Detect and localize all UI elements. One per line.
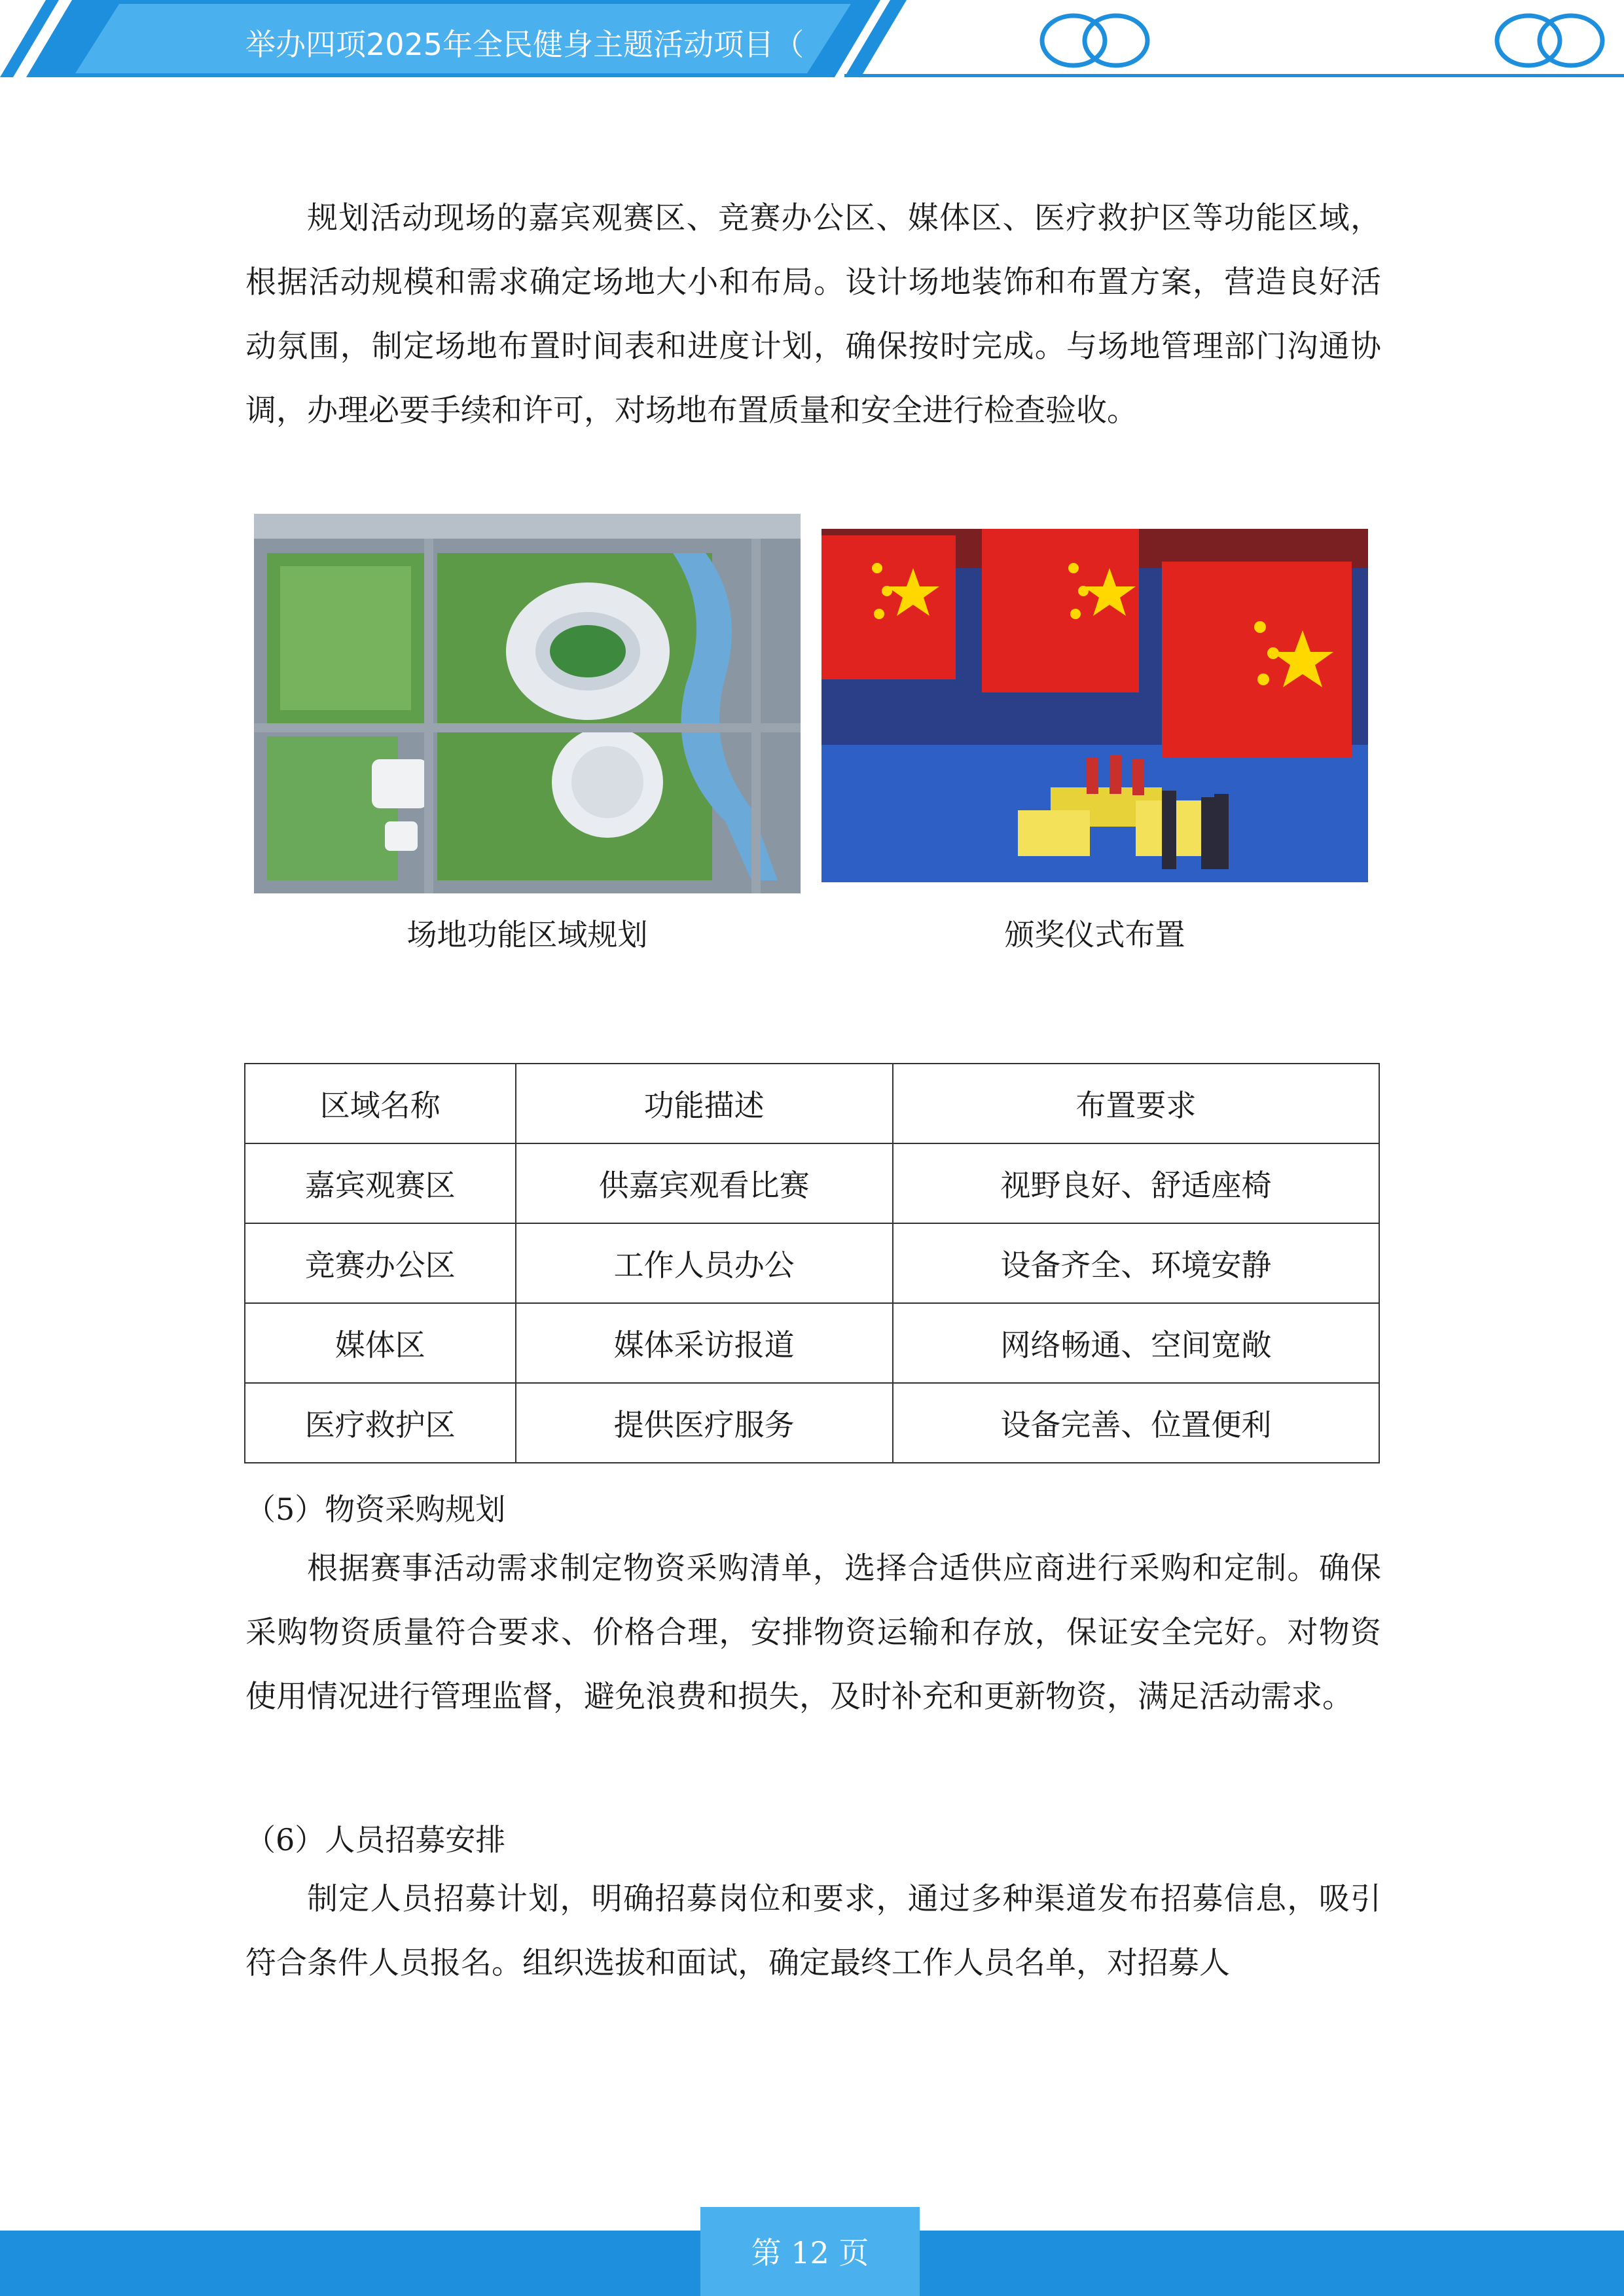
table-header-cell: 功能描述 bbox=[516, 1064, 893, 1143]
table-header-cell: 布置要求 bbox=[893, 1064, 1379, 1143]
table-cell: 工作人员办公 bbox=[516, 1223, 893, 1303]
paragraph-text: 规划活动现场的嘉宾观赛区、竞赛办公区、媒体区、医疗救护区等功能区域，根据活动规模和需求确定场地大小和布局。设计场地装饰和布置方案，营造良好活动氛围，制定场地布置时间表和进度计划，确保按时完成。与场地管理部门沟通协调，办理必要手续和许可，对场地布置质量和安全进行检查验收。 bbox=[245, 200, 1381, 429]
section-heading-procurement: （5）物资采购规划 bbox=[245, 1492, 506, 1527]
paragraph-text: 根据赛事活动需求制定物资采购清单，选择合适供应商进行采购和定制。确保采购物资质量符合要求、价格合理，安排物资运输和存放，保证安全完好。对物资使用情况进行管理监督，避免浪费和损失，及时补充和更新物资，满足活动需求。 bbox=[245, 1551, 1381, 1715]
award-ceremony-image bbox=[821, 529, 1368, 882]
figure-caption-site-plan: 场地功能区域规划 bbox=[406, 917, 648, 952]
section-heading-recruitment: （6）人员招募安排 bbox=[245, 1822, 506, 1857]
site-plan-image bbox=[254, 514, 801, 893]
table-row bbox=[245, 1143, 1379, 1223]
table-cell: 设备齐全、环境安静 bbox=[893, 1223, 1379, 1303]
figure-caption-award-ceremony: 颁奖仪式布置 bbox=[1004, 917, 1185, 952]
page-number: 第 12 页 bbox=[751, 2235, 869, 2270]
table-cell: 竞赛办公区 bbox=[245, 1223, 516, 1303]
zone-table bbox=[244, 1063, 1380, 1463]
table-row bbox=[245, 1383, 1379, 1463]
table-cell: 视野良好、舒适座椅 bbox=[893, 1143, 1379, 1223]
page-header bbox=[0, 0, 1624, 85]
table-cell: 媒体区 bbox=[245, 1303, 516, 1383]
paragraph-procurement bbox=[245, 1537, 1381, 1729]
table-cell: 设备完善、位置便利 bbox=[893, 1383, 1379, 1463]
rings-icon bbox=[1042, 16, 1602, 65]
table-row bbox=[245, 1223, 1379, 1303]
table-header-cell: 区域名称 bbox=[245, 1064, 516, 1143]
table-row bbox=[245, 1303, 1379, 1383]
table-cell: 医疗救护区 bbox=[245, 1383, 516, 1463]
table-cell: 网络畅通、空间宽敞 bbox=[893, 1303, 1379, 1383]
table-cell: 提供医疗服务 bbox=[516, 1383, 893, 1463]
table-cell: 供嘉宾观看比赛 bbox=[516, 1143, 893, 1223]
table-header-row bbox=[245, 1064, 1379, 1143]
paragraph-venue-planning bbox=[245, 187, 1381, 443]
paragraph-recruitment bbox=[245, 1867, 1381, 1996]
table-cell: 嘉宾观赛区 bbox=[245, 1143, 516, 1223]
header-title: 举办四项2025年全民健身主题活动项目（ bbox=[245, 27, 804, 62]
paragraph-text: 制定人员招募计划，明确招募岗位和要求，通过多种渠道发布招募信息，吸引符合条件人员报名。组织选拔和面试，确定最终工作人员名单，对招募人 bbox=[245, 1881, 1381, 1981]
table-cell: 媒体采访报道 bbox=[516, 1303, 893, 1383]
